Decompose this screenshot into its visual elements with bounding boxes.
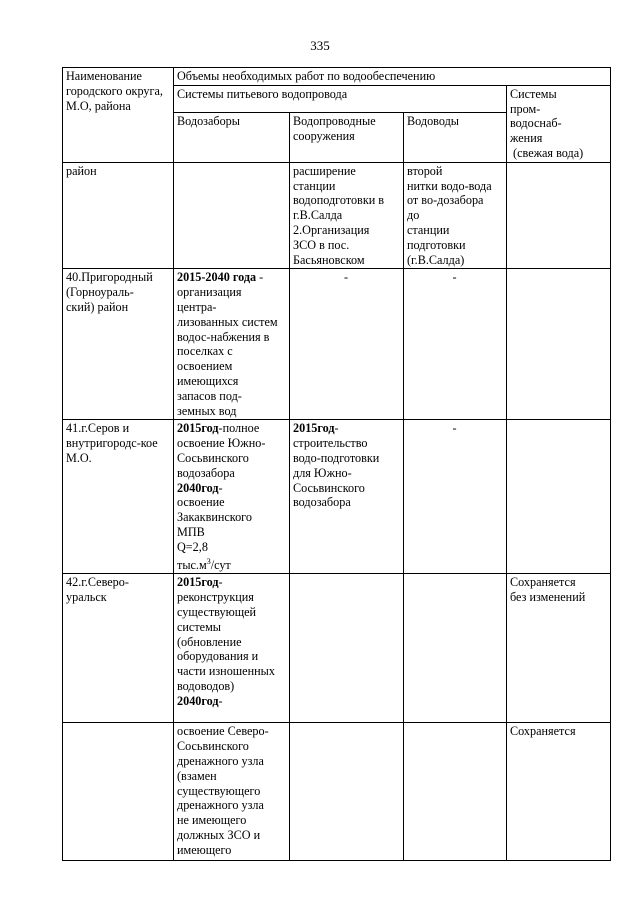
- row-name: район: [63, 162, 174, 269]
- header-drinking: Системы питьевого водопровода: [174, 85, 507, 112]
- header-volumes: Объемы необходимых работ по водообеспечению: [174, 68, 611, 86]
- row-industrial: Сохраняется без изменений: [507, 574, 611, 723]
- row-facilities: -: [290, 269, 404, 420]
- row-conduits: [404, 723, 507, 861]
- row-conduits: -: [404, 420, 507, 574]
- header-name: Наименование городского округа, М.О, района: [63, 68, 174, 163]
- row-industrial: [507, 162, 611, 269]
- row-name: [63, 723, 174, 861]
- row-conduits: второй нитки водо-вода от во-дозабора до станции подготовки (г.В.Салда): [404, 162, 507, 269]
- table-row: [63, 269, 611, 420]
- row-name: 42.г.Северо- уральск: [63, 574, 174, 723]
- row-industrial: Сохраняется: [507, 723, 611, 861]
- row-name: 40.Пригородный (Горноураль- ский) район: [63, 269, 174, 420]
- page-number: 335: [310, 38, 330, 53]
- row-intakes: 2015год- реконструкция существующей системы (обновление оборудования и части изношенных водоводов) 2040год-: [174, 574, 290, 723]
- row-intakes: освоение Северо- Сосьвинского дренажного узла (взамен существующего дренажного узла не имеющего должных ЗСО и имеющего: [174, 723, 290, 861]
- row-intakes: 2015год-полное освоение Южно- Сосьвинского водозабора 2040год- освоение Закаквинского МПВ Q=2,8 $тыс.м^3$/сут: [174, 420, 290, 574]
- water-supply-table: [62, 67, 611, 861]
- table-row: [63, 162, 611, 269]
- row-name: 41.г.Серов и внутригородс-кое М.О.: [63, 420, 174, 574]
- table-row: [63, 723, 611, 861]
- header-conduits: Водоводы: [404, 112, 507, 162]
- row-intakes: 2015-2040 года - организация центра- лизованных систем водос-набжения в поселках с освоением имеющихся запасов под- земных вод: [174, 269, 290, 420]
- row-facilities: 2015год- строительство водо-подготовки для Южно- Сосьвинского водозабора: [290, 420, 404, 574]
- header-intakes: Водозаборы: [174, 112, 290, 162]
- row-industrial: [507, 420, 611, 574]
- header-row-1: [63, 68, 611, 86]
- header-facilities: Водопроводные сооружения: [290, 112, 404, 162]
- row-facilities: [290, 723, 404, 861]
- row-industrial: [507, 269, 611, 420]
- row-conduits: -: [404, 269, 507, 420]
- row-conduits: [404, 574, 507, 723]
- table-row: [63, 574, 611, 723]
- row-facilities: [290, 574, 404, 723]
- table-row: [63, 420, 611, 574]
- row-facilities: расширение станции водоподготовки в г.В.Салда 2.Организация ЗСО в пос. Басьяновском: [290, 162, 404, 269]
- header-industrial: Системы пром- водоснаб- жения (свежая вода): [507, 85, 611, 162]
- row-intakes: [174, 162, 290, 269]
